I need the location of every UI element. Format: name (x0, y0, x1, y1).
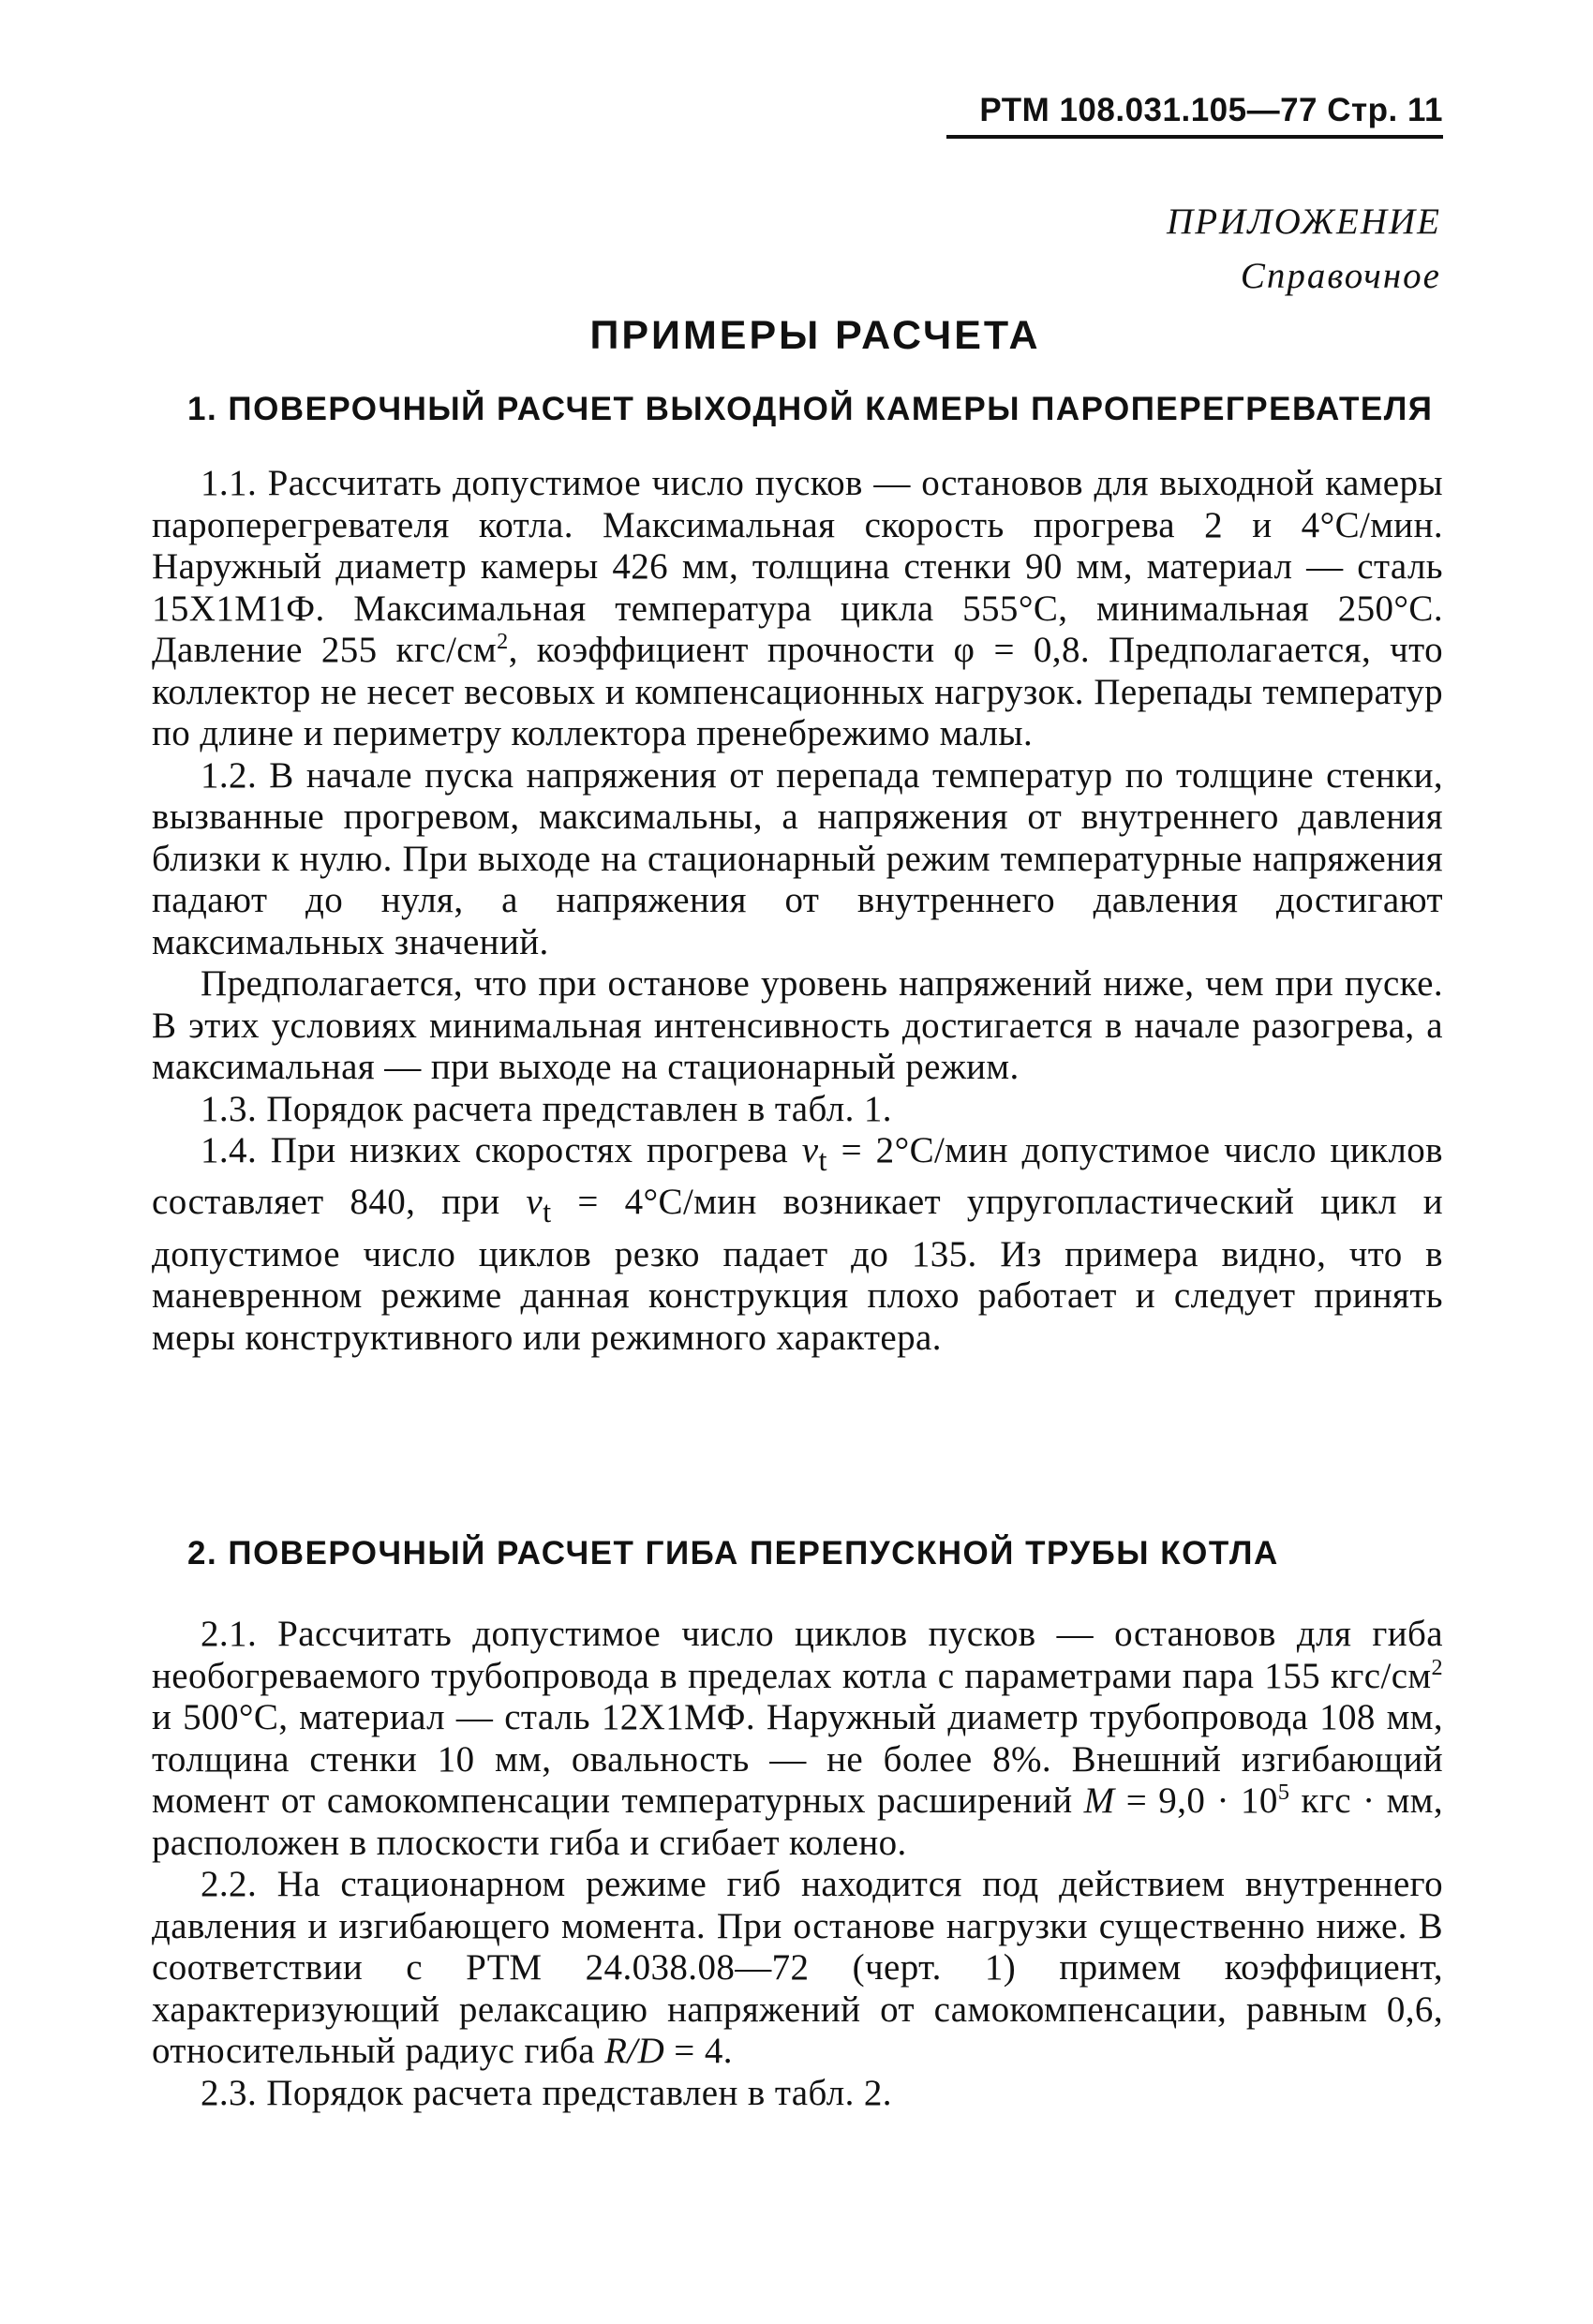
page-header: РТМ 108.031.105—77 Стр. 11 (946, 92, 1443, 139)
appendix-type: Справочное (1240, 256, 1441, 296)
paragraph-1-2-cont: Предполагается, что при останове уровень напряжений ниже, чем при пуске. В этих условиях минимальная интенсивность достигается в начале разогрева, а максимальная — при выходе на стационарный режим. (152, 963, 1443, 1087)
paragraph-2-3: 2.3. Порядок расчета представлен в табл. 2. (201, 2072, 892, 2113)
paragraph-1-4: 1.4. При низких скоростях прогрева $v_t = 2^\circ С/мин$ допустимое число циклов составляет 840, при $v_t = 4^\circ С/мин$ возникает упругопластический цикл и допустимое число циклов резко падает до 135. Из примера видно, что в маневренном режиме данная конструкция плохо работает и следует принять меры конструктивного или режимного характера. (152, 1130, 1443, 1358)
paragraph-1-1: 1.1. Рассчитать допустимое число пусков — остановов для выходной камеры пароперегревателя котла. Максимальная скорость прогрева 2 и 4°С/мин. Наружный диаметр камеры 426 мм, толщина стенки 90 мм, материал — сталь 15Х1М1Ф. Максимальная температура цикла 555°С, минимальная 250°С. Давление 255 кгс/$см^2$, коэффициент прочности φ = 0,8. Предполагается, что коллектор не несет весовых и компенсационных нагрузок. Перепады температур по длине и периметру коллектора пренебрежимо малы. (152, 463, 1443, 753)
section-1-title: 1. ПОВЕРОЧНЫЙ РАСЧЕТ ВЫХОДНОЙ КАМЕРЫ ПАРОПЕРЕГРЕВАТЕЛЯ (187, 391, 1434, 427)
paragraph-1-3: 1.3. Порядок расчета представлен в табл. 1. (201, 1088, 892, 1129)
paragraph-2-1: 2.1. Рассчитать допустимое число циклов пусков — остановов для гиба необогреваемого трубопровода в пределах котла с параметрами пара 155 кгс/$см^2$ и 500°С, материал — сталь 12Х1МФ. Наружный диаметр трубопровода 108 мм, толщина стенки 10 мм, овальность — не более 8%. Внешний изгибающий момент от самокомпенсации температурных расширений $М = 9,0 \cdot 10^5$ кгс · мм, расположен в плоскости гиба и сгибает колено. (152, 1614, 1443, 1863)
paragraph-2-2: 2.2. На стационарном режиме гиб находится под действием внутреннего давления и изгибающего момента. При останове нагрузки существенно ниже. В соответствии с РТМ 24.038.08—72 (черт. 1) примем коэффициент, характеризующий релаксацию напряжений от самокомпенсации, равным 0,6, относительный радиус гиба R/D = 4. (152, 1864, 1443, 2071)
appendix-title: ПРИЛОЖЕНИЕ (1167, 201, 1441, 242)
section-2-title: 2. ПОВЕРОЧНЫЙ РАСЧЕТ ГИБА ПЕРЕПУСКНОЙ ТРУБЫ КОТЛА (187, 1535, 1279, 1572)
paragraph-1-2: 1.2. В начале пуска напряжения от перепада температур по толщине стенки, вызванные прогревом, максимальны, а напряжения от внутреннего давления близки к нулю. При выходе на стационарный режим температурные напряжения падают до нуля, а напряжения от внутреннего давления достигают максимальных значений. (152, 754, 1443, 962)
appendix-label (1167, 195, 1441, 304)
section-1-body (152, 463, 1443, 1359)
main-title: ПРИМЕРЫ РАСЧЕТА (589, 313, 1041, 358)
section-2-body (152, 1614, 1443, 2114)
